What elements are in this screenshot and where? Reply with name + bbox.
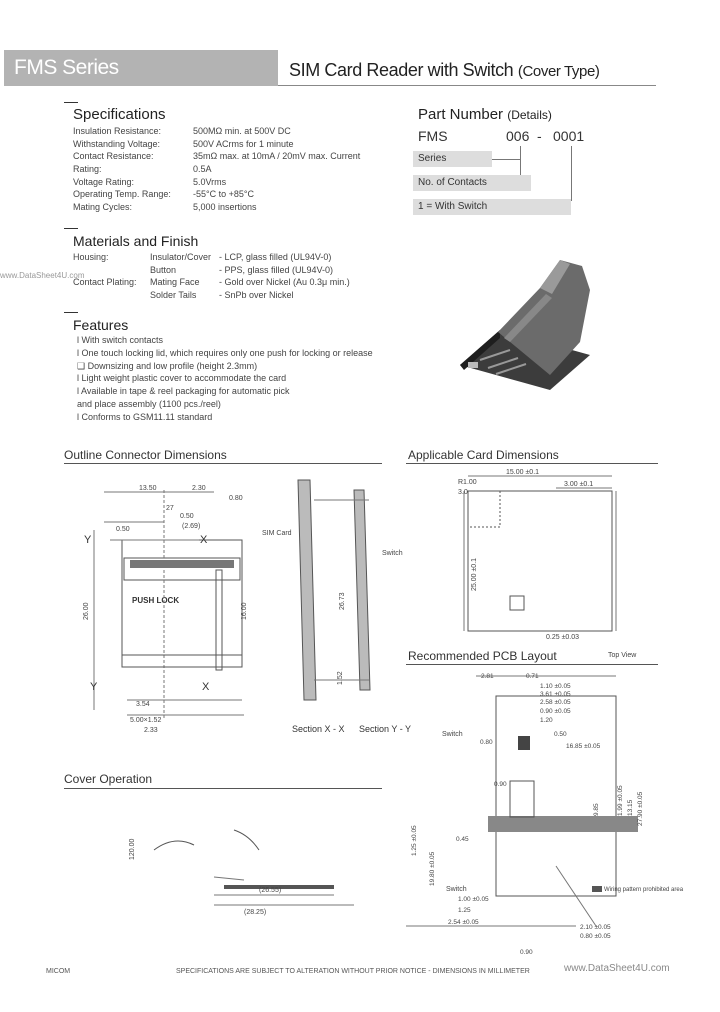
spec-label: Withstanding Voltage: xyxy=(73,138,161,149)
series-title: FMS Series xyxy=(14,56,119,79)
outline-rule xyxy=(64,463,382,464)
specifications-heading: Specifications xyxy=(73,106,166,123)
spec-label: Contact Resistance: xyxy=(73,151,154,162)
pn-box-contacts: No. of Contacts xyxy=(413,175,531,191)
part-number-prefix: FMS xyxy=(418,128,448,144)
dim-label: 0.80 xyxy=(229,495,243,502)
part-number-heading-text: Part Number xyxy=(418,106,504,123)
y-marker: Y xyxy=(90,681,98,693)
pcb-drawing xyxy=(406,666,684,962)
dim-label: 5.00×1.52 xyxy=(130,717,162,724)
dim-label: 13.50 xyxy=(139,485,157,492)
spec-value: 500V ACrms for 1 minute xyxy=(193,138,294,149)
material-cell: - PPS, glass filled (UL94V-0) xyxy=(219,264,334,275)
spec-label: Operating Temp. Range: xyxy=(73,189,171,200)
cover-arrow xyxy=(214,877,244,880)
dim-label: 0.90 ±0.05 xyxy=(540,708,571,715)
switch-label: Switch xyxy=(382,550,403,557)
dim-label: 0.71 xyxy=(526,673,539,680)
dim-label: 3.00 ±0.1 xyxy=(564,481,594,488)
card-outline xyxy=(468,491,612,631)
pcb-pad xyxy=(510,781,534,817)
section-dash xyxy=(64,102,78,103)
dim-label: 0.25 ±0.03 xyxy=(546,634,580,641)
dim-label: 3.0 xyxy=(458,489,468,496)
dim-label: 2.58 ±0.05 xyxy=(540,699,571,706)
material-cell: Insulator/Cover xyxy=(150,252,212,262)
outline-heading: Outline Connector Dimensions xyxy=(64,448,227,462)
dim-label: 25.00 ±0.1 xyxy=(471,557,478,591)
spec-label: Mating Cycles: xyxy=(73,202,133,213)
dim-label: 1.99 ±0.05 xyxy=(617,785,624,816)
sim-card-label: SIM Card xyxy=(262,530,292,537)
features-heading: Features xyxy=(73,317,129,333)
card-rule xyxy=(406,463,658,464)
footer-site: www.DataSheet4U.com xyxy=(564,963,670,974)
feature-item: l Conforms to GSM11.11 standard xyxy=(77,411,213,422)
feature-item: ❑ Downsizing and low profile (height 2.3mm) xyxy=(77,360,258,371)
section-yy-label: Section Y - Y xyxy=(359,724,412,734)
part-number-sep: - xyxy=(537,128,542,144)
spec-label: Insulation Resistance: xyxy=(73,126,162,136)
materials-heading: Materials and Finish xyxy=(73,233,199,249)
x-marker: X xyxy=(202,681,210,693)
dim-label: 0.50 xyxy=(554,731,567,738)
pn-connector-line xyxy=(520,146,521,177)
dim-label: 1.25 ±0.05 xyxy=(411,825,418,856)
material-row xyxy=(73,264,403,277)
spec-row xyxy=(73,150,403,163)
spec-value: 500MΩ min. at 500V DC xyxy=(193,126,291,136)
push-lock-label: PUSH LOCK xyxy=(132,596,180,605)
pcb-prohibited-band xyxy=(488,816,638,832)
section-xx-shape xyxy=(298,480,316,700)
spec-value: 35mΩ max. at 10mA / 20mV max. Current xyxy=(193,151,361,162)
section-dash xyxy=(64,228,78,229)
dim-label: 13.15 xyxy=(627,799,634,816)
part-number-code2: 0001 xyxy=(553,128,585,144)
card-chip xyxy=(510,596,524,610)
dim-label: 2.30 xyxy=(192,485,206,492)
pcb-view-label: Top View xyxy=(608,652,637,659)
material-cell: - Gold over Nickel (Au 0.3μ min.) xyxy=(219,277,350,288)
dim-label: 26.00 xyxy=(83,602,90,620)
spec-row xyxy=(73,201,403,214)
spec-value: 5,000 insertions xyxy=(193,202,257,213)
spec-label: Voltage Rating: xyxy=(73,176,135,187)
specifications-table xyxy=(73,125,403,214)
spec-value: -55°C to +85°C xyxy=(193,189,254,200)
photo-tab xyxy=(468,362,478,368)
spec-row xyxy=(73,125,403,138)
dim-label: 1.10 ±0.05 xyxy=(540,683,571,690)
material-cell: Mating Face xyxy=(150,277,200,288)
dim-label: 2.10 ±0.05 xyxy=(580,924,611,931)
card-drawing xyxy=(406,466,658,646)
pcb-rule xyxy=(406,664,658,665)
spec-row xyxy=(73,163,403,176)
dim-label: 16.85 ±0.05 xyxy=(566,743,601,750)
dim-label: 2.33 xyxy=(144,727,158,734)
pn-box-series: Series xyxy=(413,151,492,167)
dim-label: 1.52 xyxy=(337,671,344,685)
watermark: www.DataSheet4U.com xyxy=(0,271,85,280)
dim-label: 0.50 xyxy=(180,513,194,520)
material-cell: Contact Plating: xyxy=(73,277,137,288)
cover-arc xyxy=(154,841,194,850)
pcb-legend-text: Wiring pattern prohibited area xyxy=(604,887,684,893)
section-yy-shape xyxy=(354,490,370,690)
dim-label: (26.55) xyxy=(259,887,282,894)
part-number-code1: 006 xyxy=(506,128,530,144)
materials-table xyxy=(73,251,403,302)
cover-drawing xyxy=(64,790,394,960)
feature-item: l With switch contacts xyxy=(77,335,164,345)
y-marker: Y xyxy=(84,534,92,546)
outline-contacts xyxy=(130,560,234,568)
dim-label: 1.20 xyxy=(540,717,553,724)
dim-label: 27.90 ±0.05 xyxy=(637,791,644,826)
dim-label: 9.85 xyxy=(593,803,600,816)
spec-row xyxy=(73,176,403,189)
spec-row xyxy=(73,138,403,151)
footer-notice: SPECIFICATIONS ARE SUBJECT TO ALTERATION WITHOUT PRIOR NOTICE - DIMENSIONS IN MILLIMETER xyxy=(176,968,530,975)
pcb-switch-label: Switch xyxy=(446,886,467,893)
dim-label: 26.73 xyxy=(339,592,346,610)
part-number-heading-suffix: (Details) xyxy=(507,108,552,122)
dim-label: 3.61 ±0.05 xyxy=(540,691,571,698)
section-xx-label: Section X - X xyxy=(292,724,345,734)
dim-label: 0.80 xyxy=(480,739,493,746)
product-photo xyxy=(440,250,610,390)
pcb-legend-swatch xyxy=(592,886,602,892)
dim-label: 27 xyxy=(166,505,174,512)
dim-label: 0.90 xyxy=(494,781,507,788)
outline-tail xyxy=(122,655,242,667)
header-rule xyxy=(278,85,656,86)
dim-label: 15.00 ±0.1 xyxy=(506,469,540,476)
dim-label: 1.00 ±0.05 xyxy=(458,896,489,903)
material-cell: - LCP, glass filled (UL94V-0) xyxy=(219,252,332,262)
product-title xyxy=(289,60,600,81)
x-marker: X xyxy=(200,534,208,546)
product-title-text: SIM Card Reader with Switch xyxy=(289,60,514,80)
pn-connector-line xyxy=(492,159,520,160)
features-list xyxy=(77,334,373,424)
material-row xyxy=(73,251,403,264)
spec-value: 0.5A xyxy=(193,164,212,175)
card-corner xyxy=(468,491,500,527)
feature-item: l One touch locking lid, which requires only one push for locking or release xyxy=(77,347,373,358)
spec-row xyxy=(73,188,403,201)
dim-label: 0.45 xyxy=(456,836,469,843)
pn-connector-line xyxy=(571,146,572,201)
material-cell: - SnPb over Nickel xyxy=(219,290,294,301)
dim-label: 120.00 xyxy=(129,838,136,860)
part-number-heading xyxy=(418,106,552,123)
material-cell: Button xyxy=(150,264,177,275)
dim-label: 3.54 xyxy=(136,701,150,708)
dim-label: (28.25) xyxy=(244,909,267,916)
outline-drawing xyxy=(64,470,412,770)
material-row xyxy=(73,276,403,289)
feature-item: and place assembly (1100 pcs./reel) xyxy=(77,398,221,409)
material-row xyxy=(73,289,403,302)
pn-box-switch: 1 = With Switch xyxy=(413,199,571,215)
pcb-switch-pad xyxy=(518,736,530,750)
cover-rule xyxy=(64,788,382,789)
section-dash xyxy=(64,312,78,313)
material-cell: Housing: xyxy=(73,252,109,262)
material-cell: Solder Tails xyxy=(150,290,197,301)
dim-label: 2.81 xyxy=(481,673,494,680)
dim-label: 0.90 xyxy=(520,949,533,956)
dim-label: 16.00 xyxy=(241,602,248,620)
cover-arc xyxy=(234,830,259,850)
dim-label: 19.80 ±0.05 xyxy=(429,851,436,886)
dim-label: 0.50 xyxy=(116,526,130,533)
product-title-suffix: (Cover Type) xyxy=(517,63,600,80)
spec-value: 5.0Vrms xyxy=(193,176,227,187)
dim-label: (2.69) xyxy=(182,523,201,530)
card-heading: Applicable Card Dimensions xyxy=(408,448,559,462)
footer-logo: MICOM xyxy=(46,968,71,975)
dim-label: 1.25 xyxy=(458,907,471,914)
pcb-heading: Recommended PCB Layout xyxy=(408,649,557,663)
cover-heading: Cover Operation xyxy=(64,772,153,786)
feature-item: l Available in tape & reel packaging for automatic pick xyxy=(77,386,290,397)
dim-label: 2.54 ±0.05 xyxy=(448,919,479,926)
dim-label: R1.00 xyxy=(458,479,477,486)
dim-label: 0.80 ±0.05 xyxy=(580,933,611,940)
pcb-switch-label: Switch xyxy=(442,731,463,738)
feature-item: l Light weight plastic cover to accommodate the card xyxy=(77,373,287,384)
spec-label: Rating: xyxy=(73,164,102,175)
